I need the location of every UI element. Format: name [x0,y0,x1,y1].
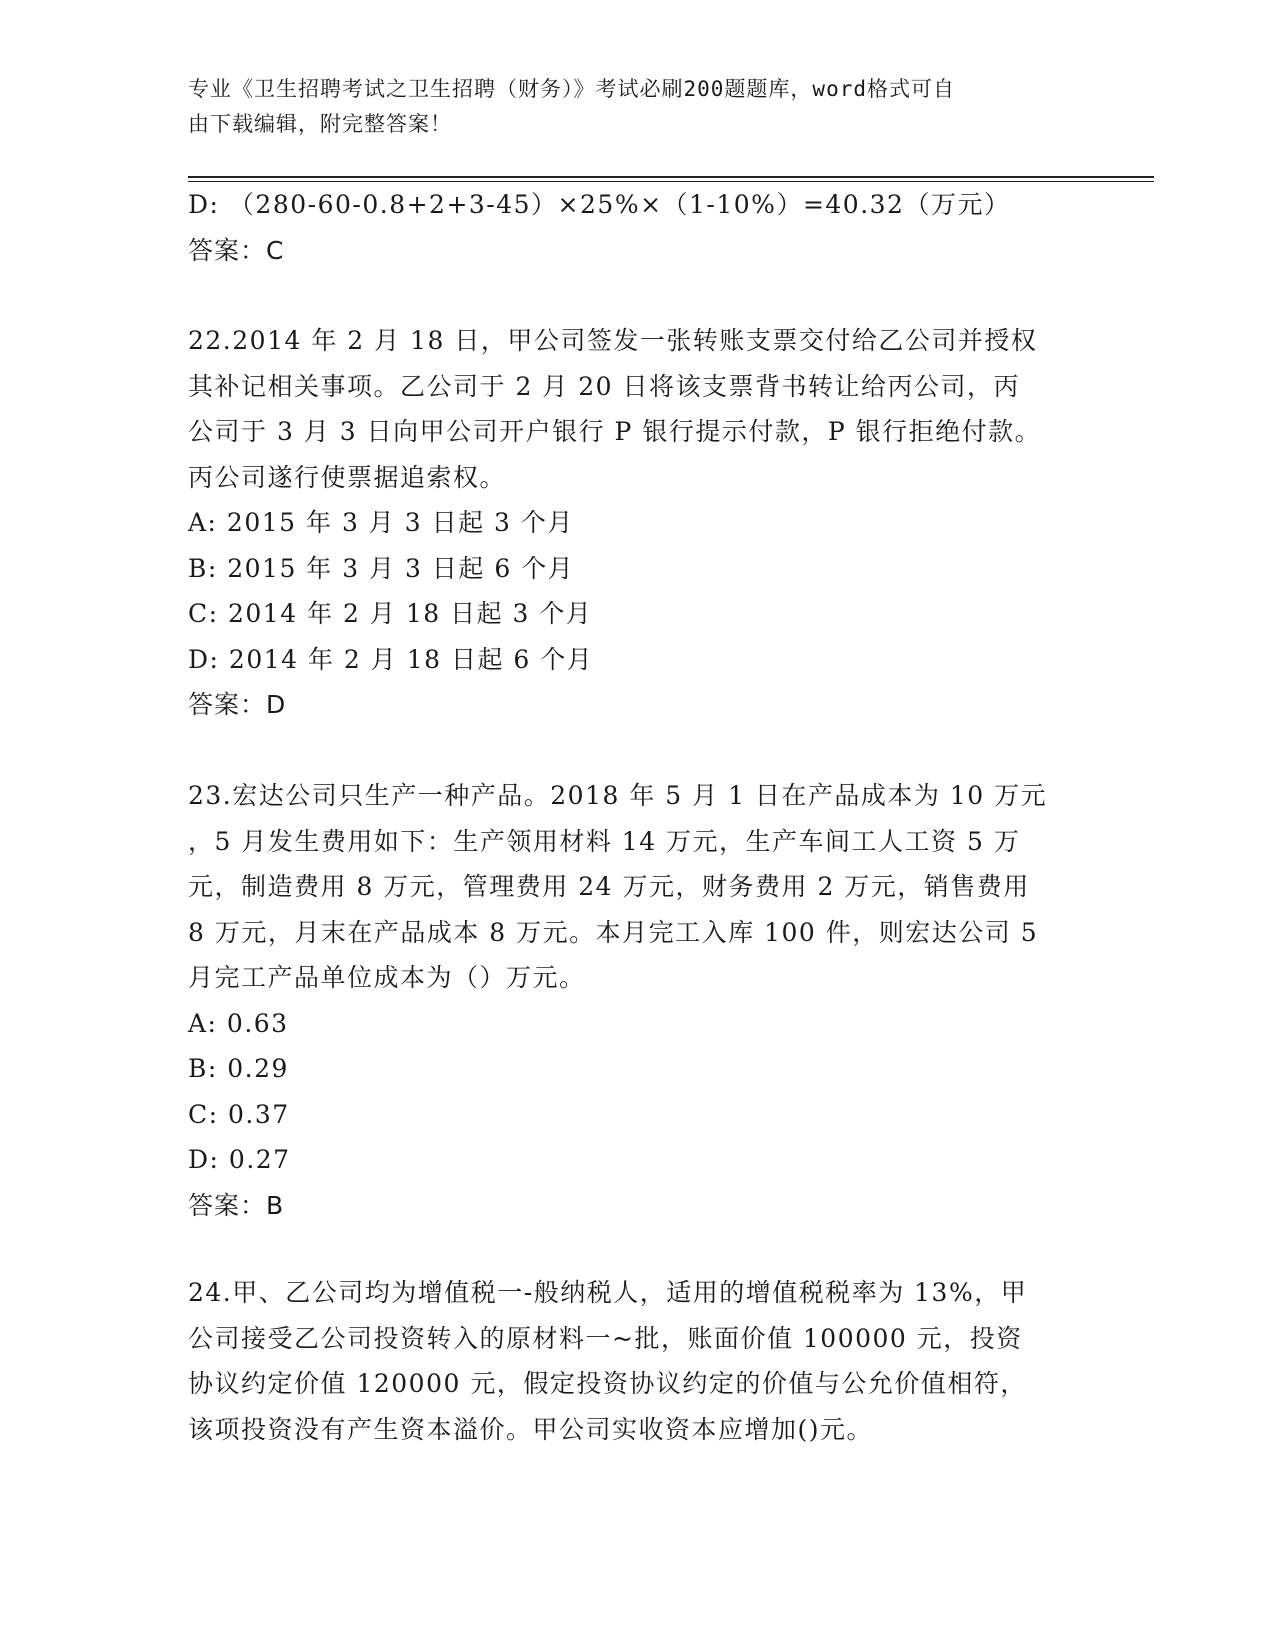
page-header [188,72,1088,142]
question-stem-line: 8 万元，月末在产品成本 8 万元。本月完工入库 100 件，则宏达公司 5 [188,917,1039,947]
answer-line: 答案：B [188,1190,285,1220]
question-stem-line: 公司接受乙公司投资转入的原材料一~批，账面价值 100000 元，投资 [188,1323,1023,1353]
header-line: 专业《卫生招聘考试之卫生招聘（财务）》考试必刷200题题库，word格式可自 [188,77,955,101]
prev-question [188,182,1088,273]
question-stem-line: 其补记相关事项。乙公司于 2 月 20 日将该支票背书转让给丙公司，丙 [188,371,1021,401]
question-stem-line: 22.2014 年 2 月 18 日，甲公司签发一张转账支票交付给乙公司并授权 [188,326,1038,355]
option-d: D: 0.27 [188,1145,291,1174]
option-d: D: （280-60-0.8+2+3-45）×25%×（1-10%）=40.32（万元） [188,190,1011,219]
option-a: A: 0.63 [188,1008,289,1038]
option-c: C: 2014 年 2 月 18 日起 3 个月 [188,599,593,628]
question-stem-line: 24.甲、乙公司均为增值税一-般纳税人，适用的增值税税率为 13%，甲 [188,1278,1028,1307]
answer-line: 答案：D [188,690,287,719]
question-stem-line: 元，制造费用 8 万元，管理费用 24 万元，财务费用 2 万元，销售费用 [188,872,1030,901]
question-22 [188,318,1088,728]
question-stem-line: 丙公司遂行使票据追索权。 [188,462,507,492]
question-stem-line: 公司于 3 月 3 日向甲公司开户银行 P 银行提示付款，P 银行拒绝付款。 [188,417,1042,446]
header-line: 由下载编辑，附完整答案！ [188,112,452,136]
option-d: D: 2014 年 2 月 18 日起 6 个月 [188,644,594,674]
answer-line: 答案：C [188,235,285,265]
question-23 [188,773,1088,1228]
question-stem-line: 月完工产品单位成本为（）万元。 [188,963,586,992]
option-a: A: 2015 年 3 月 3 日起 3 个月 [188,508,574,537]
question-24 [188,1270,1088,1452]
option-c: C: 0.37 [188,1099,290,1129]
question-stem-line: 协议约定价值 120000 元，假定投资协议约定的价值与公允价值相符， [188,1369,1027,1398]
option-b: B: 2015 年 3 月 3 日起 6 个月 [188,553,575,583]
option-b: B: 0.29 [188,1054,289,1083]
question-stem-line: ，5 月发生费用如下：生产领用材料 14 万元，生产车间工人工资 5 万 [188,826,1021,856]
header-divider [188,176,1154,178]
question-stem-line: 该项投资没有产生资本溢价。甲公司实收资本应增加()元。 [188,1414,874,1444]
question-stem-line: 23.宏达公司只生产一种产品。2018 年 5 月 1 日在产品成本为 10 万元 [188,781,1048,810]
